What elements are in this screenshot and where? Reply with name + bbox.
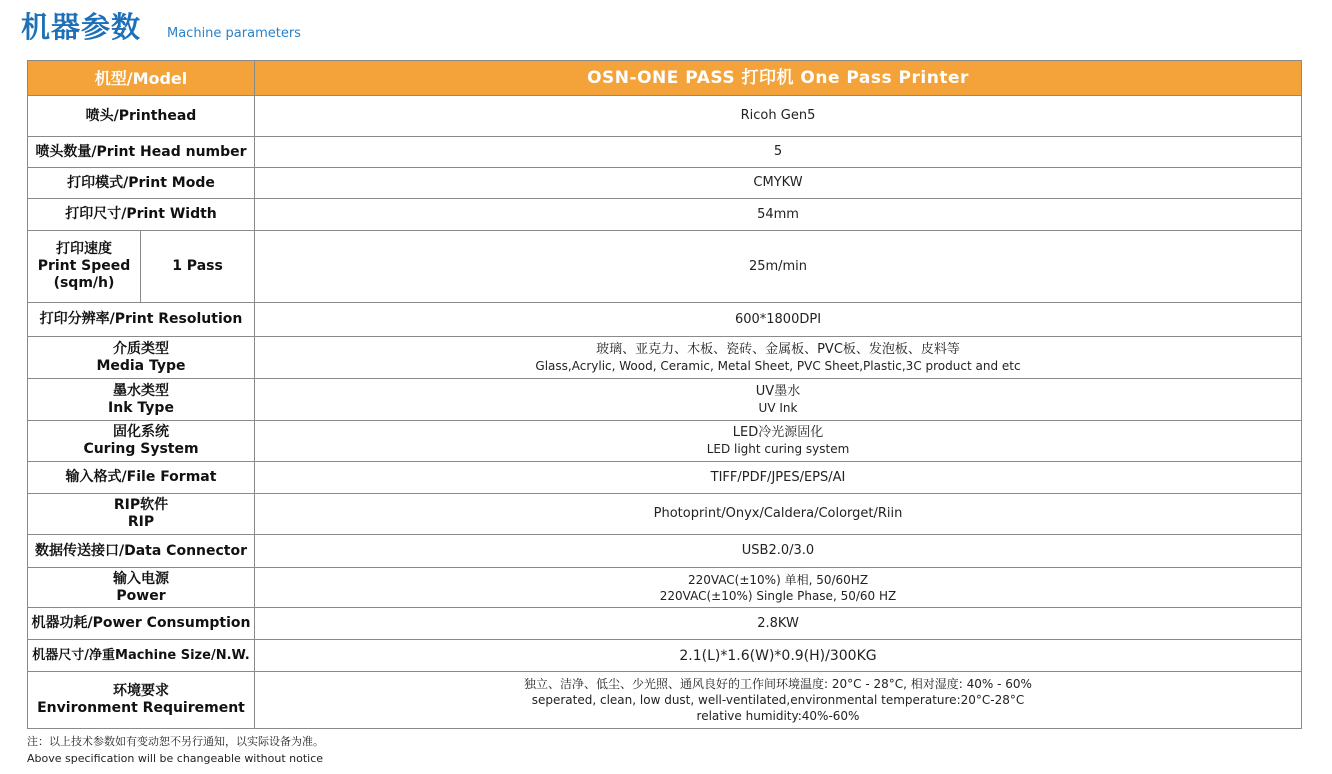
print-speed-sublabel: 1 Pass	[141, 231, 255, 303]
rip-value: Photoprint/Onyx/Caldera/Colorget/Riin	[255, 494, 1302, 535]
ink-type-value-en: UV Ink	[758, 400, 798, 415]
page-title: 机器参数	[21, 10, 142, 44]
machine-size-value: 2.1(L)*1.6(W)*0.9(H)/300KG	[255, 640, 1302, 672]
resolution-value: 600*1800DPI	[255, 303, 1302, 337]
table-row-power	[28, 568, 1302, 608]
power-value-en: 220VAC(±10%) Single Phase, 50/60 HZ	[659, 588, 897, 603]
table-row-environment	[28, 672, 1302, 729]
table-row-print-mode	[28, 168, 1302, 199]
table-row-data-connector	[28, 535, 1302, 568]
table-row-print-speed	[28, 231, 1302, 303]
model-label: 机型/Model	[28, 61, 255, 96]
power-value-cn: 220VAC(±10%) 单相, 50/60HZ	[687, 572, 869, 587]
footnote	[27, 733, 324, 767]
print-speed-label-cn: 打印速度	[56, 241, 112, 257]
rip-label-cn: RIP软件	[113, 497, 169, 513]
curing-value-cn: LED冷光源固化	[732, 425, 824, 440]
rip-label	[28, 494, 255, 535]
printhead-label: 喷头/Printhead	[28, 96, 255, 137]
table-row-file-format	[28, 462, 1302, 494]
printhead-value: Ricoh Gen5	[255, 96, 1302, 137]
power-label	[28, 568, 255, 608]
curing-value	[255, 421, 1302, 462]
rip-label-en: RIP	[127, 514, 155, 530]
table-row-ink-type	[28, 379, 1302, 421]
environment-label-cn: 环境要求	[113, 683, 169, 699]
media-type-value-en: Glass,Acrylic, Wood, Ceramic, Metal Sheet, PVC Sheet,Plastic,3C product and etc	[535, 358, 1021, 373]
curing-label	[28, 421, 255, 462]
environment-value-line3: relative humidity:40%-60%	[696, 709, 860, 723]
resolution-label: 打印分辨率/Print Resolution	[28, 303, 255, 337]
print-width-label: 打印尺寸/Print Width	[28, 199, 255, 231]
print-speed-label-unit: (sqm/h)	[53, 275, 115, 291]
table-row-machine-size	[28, 640, 1302, 672]
file-format-value: TIFF/PDF/JPES/EPS/AI	[255, 462, 1302, 494]
data-connector-label: 数据传送接口/Data Connector	[28, 535, 255, 568]
table-row-resolution	[28, 303, 1302, 337]
curing-label-cn: 固化系统	[113, 424, 169, 440]
print-speed-label	[28, 231, 141, 303]
media-type-label-cn: 介质类型	[113, 340, 169, 357]
environment-label-en: Environment Requirement	[37, 700, 245, 716]
print-mode-value: CMYKW	[255, 168, 1302, 199]
head-number-label: 喷头数量/Print Head number	[28, 137, 255, 168]
model-value: OSN-ONE PASS 打印机 One Pass Printer	[255, 61, 1302, 96]
ink-type-label	[28, 379, 255, 421]
ink-type-value	[255, 379, 1302, 421]
power-label-en: Power	[116, 587, 166, 604]
head-number-value: 5	[255, 137, 1302, 168]
footnote-cn: 注：以上技术参数如有变动恕不另行通知，以实际设备为准。	[27, 735, 324, 748]
table-row-media-type	[28, 337, 1302, 379]
footnote-en: Above specification will be changeable without notice	[27, 752, 324, 765]
machine-size-label: 机器尺寸/净重Machine Size/N.W.	[28, 640, 255, 672]
table-row-consumption	[28, 608, 1302, 640]
media-type-value-cn: 玻璃、亚克力、木板、瓷砖、金属板、PVC板、发泡板、皮料等	[596, 341, 960, 357]
data-connector-value: USB2.0/3.0	[255, 535, 1302, 568]
power-value	[255, 568, 1302, 608]
table-row-rip	[28, 494, 1302, 535]
print-speed-label-en: Print Speed	[37, 258, 131, 274]
media-type-value	[255, 337, 1302, 379]
curing-label-en: Curing System	[83, 441, 199, 457]
print-mode-label: 打印模式/Print Mode	[28, 168, 255, 199]
page-subtitle: Machine parameters	[167, 26, 301, 41]
consumption-label: 机器功耗/Power Consumption	[28, 608, 255, 640]
curing-value-en: LED light curing system	[706, 442, 850, 456]
consumption-value: 2.8KW	[255, 608, 1302, 640]
environment-value-line1: 独立、洁净、低尘、少光照、通风良好的工作间环境温度: 20°C - 28°C, 相对湿度: 40% - 60%	[524, 677, 1032, 691]
table-row-head-number	[28, 137, 1302, 168]
table-row-model	[28, 61, 1302, 96]
print-width-value: 54mm	[255, 199, 1302, 231]
file-format-label: 输入格式/File Format	[28, 462, 255, 494]
table-row-curing	[28, 421, 1302, 462]
table-row-print-width	[28, 199, 1302, 231]
ink-type-value-cn: UV墨水	[755, 383, 801, 399]
media-type-label	[28, 337, 255, 379]
media-type-label-en: Media Type	[96, 357, 186, 374]
spec-table	[27, 60, 1302, 729]
environment-value	[255, 672, 1302, 729]
environment-label	[28, 672, 255, 729]
power-label-cn: 输入电源	[113, 570, 169, 587]
ink-type-label-en: Ink Type	[108, 399, 174, 416]
print-speed-value: 25m/min	[255, 231, 1302, 303]
environment-value-line2: seperated, clean, low dust, well-ventilated,environmental temperature:20°C-28°C	[531, 693, 1025, 707]
ink-type-label-cn: 墨水类型	[113, 382, 169, 399]
table-row-printhead	[28, 96, 1302, 137]
